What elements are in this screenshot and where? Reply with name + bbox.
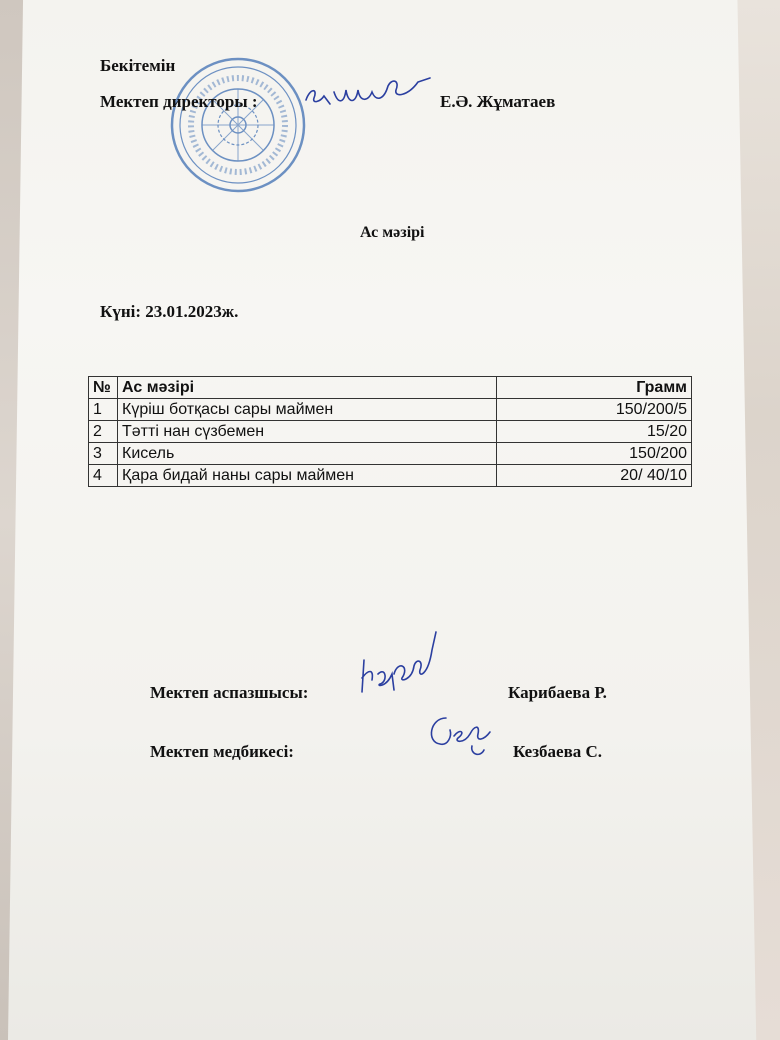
table-row <box>89 399 692 421</box>
row-number: 3 <box>89 443 118 465</box>
director-label: Мектеп директоры : <box>100 92 258 111</box>
document-page <box>8 0 760 1040</box>
table-row <box>89 443 692 465</box>
row-grams: 15/20 <box>497 421 692 443</box>
header-grams: Грамм <box>497 377 692 399</box>
director-name: Е.Ә. Жұматаев <box>440 92 556 111</box>
nurse-name: Кезбаева С. <box>513 742 603 761</box>
row-number: 2 <box>89 421 118 443</box>
cook-signature-icon <box>356 630 446 700</box>
header-number: № <box>89 377 118 399</box>
row-item: Қара бидай наны сары маймен <box>118 465 497 487</box>
nurse-label: Мектеп медбикесі: <box>150 742 294 761</box>
row-number: 1 <box>89 399 118 421</box>
row-number: 4 <box>89 465 118 487</box>
table-row <box>89 421 692 443</box>
row-item: Тәтті нан сүзбемен <box>118 421 497 443</box>
menu-table <box>88 376 692 487</box>
official-stamp-icon <box>168 55 308 195</box>
cook-name: Карибаева Р. <box>508 683 607 702</box>
cook-label: Мектеп аспазшысы: <box>150 683 309 702</box>
director-signature-icon <box>300 74 440 114</box>
approval-label: Бекітемін <box>100 56 176 75</box>
table-row <box>89 465 692 487</box>
document-title: Ас мәзірі <box>360 224 425 241</box>
row-item: Күріш ботқасы сары маймен <box>118 399 497 421</box>
nurse-signature-icon <box>420 706 510 766</box>
header-item: Ас мәзірі <box>118 377 497 399</box>
row-item: Кисель <box>118 443 497 465</box>
document-date: Күні: 23.01.2023ж. <box>100 302 239 321</box>
row-grams: 150/200 <box>497 443 692 465</box>
row-grams: 20/ 40/10 <box>497 465 692 487</box>
table-header-row <box>89 377 692 399</box>
row-grams: 150/200/5 <box>497 399 692 421</box>
